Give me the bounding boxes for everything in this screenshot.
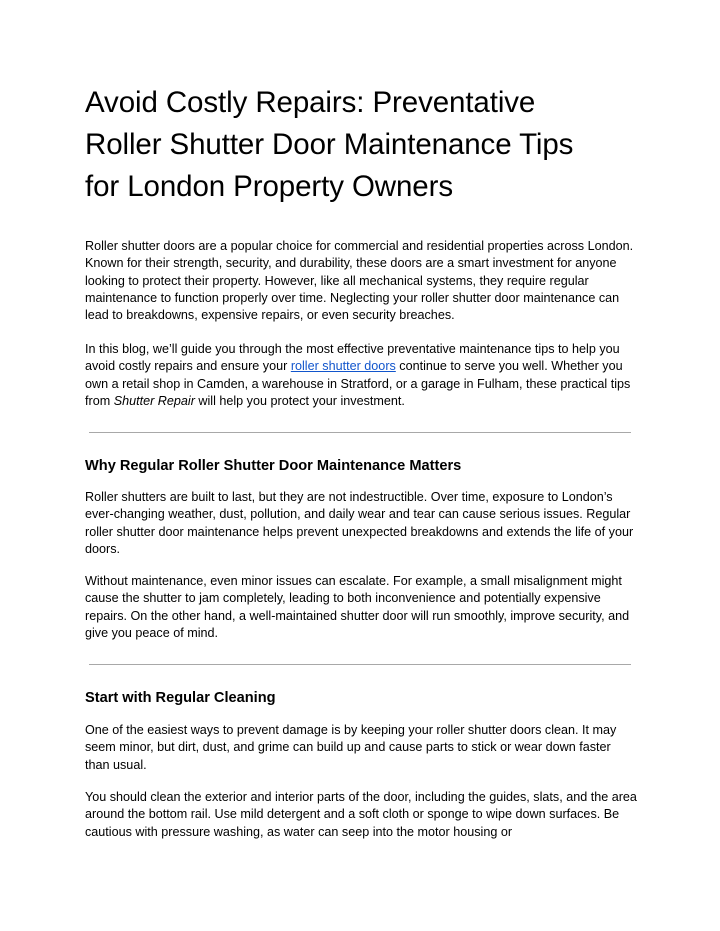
intro-p2-text-start: In this blog, we’ll guide you through the most effective preventative maintenance tips to help you avoid costly repairs and ensure your [85,342,620,374]
intro-p2-text-end: will help you protect your investment. [194,393,405,408]
page-title [85,82,637,208]
section-divider-1 [89,432,631,433]
section-2-heading: Start with Regular Cleaning [85,690,276,706]
title-line-1: Avoid Costly Repairs: Preventative [85,86,536,119]
section-1-heading-block [85,457,637,475]
section-2-paragraph-1-block [85,722,637,774]
section-1-heading: Why Regular Roller Shutter Door Maintenance Matters [85,458,462,474]
section-1-paragraph-1: Roller shutters are built to last, but they are not indestructible. Over time, exposure to London’s ever-changing weather, dust, pollution, and daily wear and tear can cause serious issues. Regular roller shutter door maintenance helps prevent unexpected breakdowns and extends the life of your doors. [85,490,634,556]
intro-paragraph-1: Roller shutter doors are a popular choice for commercial and residential properties across London. Known for their strength, security, and durability, these doors are a smart investment for anyone looking to protect their property. However, like all mechanical systems, they require regular maintenance to function properly over time. Neglecting your roller shutter door maintenance can lead to breakdowns, expensive repairs, or even security breaches. [85,239,634,323]
section-2-paragraph-2-block [85,789,637,841]
section-1-paragraph-1-block [85,489,637,558]
section-1-paragraph-2-block [85,573,637,642]
intro-paragraph-2 [85,341,637,410]
section-divider-2 [89,664,631,665]
title-line-2: Roller Shutter Door Maintenance Tips [85,128,574,161]
title-line-3: for London Property Owners [85,170,453,203]
brand-name: Shutter Repair [113,393,195,408]
roller-shutter-doors-link[interactable]: roller shutter doors [290,359,396,374]
section-2-heading-block [85,689,637,707]
intro-paragraph-2-block [85,341,637,410]
section-1-paragraph-2: Without maintenance, even minor issues can escalate. For example, a small misalignment might cause the shutter to jam completely, leading to both inconvenience and potentially expensive repairs. On the other hand, a well-maintained shutter door will run smoothly, improve security, and give you peace of mind. [85,574,630,640]
section-2-paragraph-1: One of the easiest ways to prevent damage is by keeping your roller shutter doors clean. It may seem minor, but dirt, dust, and grime can build up and cause parts to stick or wear down faster than usual. [85,723,617,772]
section-2-paragraph-2: You should clean the exterior and interior parts of the door, including the guides, slats, and the area around the bottom rail. Use mild detergent and a soft cloth or sponge to wipe down surfaces. Be cautious with pressure washing, as water can seep into the motor housing or [85,790,637,839]
intro-p2-text-middle: continue to serve you well. Whether you own a retail shop in Camden, a warehouse in Stratford, or a garage in Fulham, these practical tips from [85,359,631,408]
intro-paragraph-1-block [85,238,637,324]
